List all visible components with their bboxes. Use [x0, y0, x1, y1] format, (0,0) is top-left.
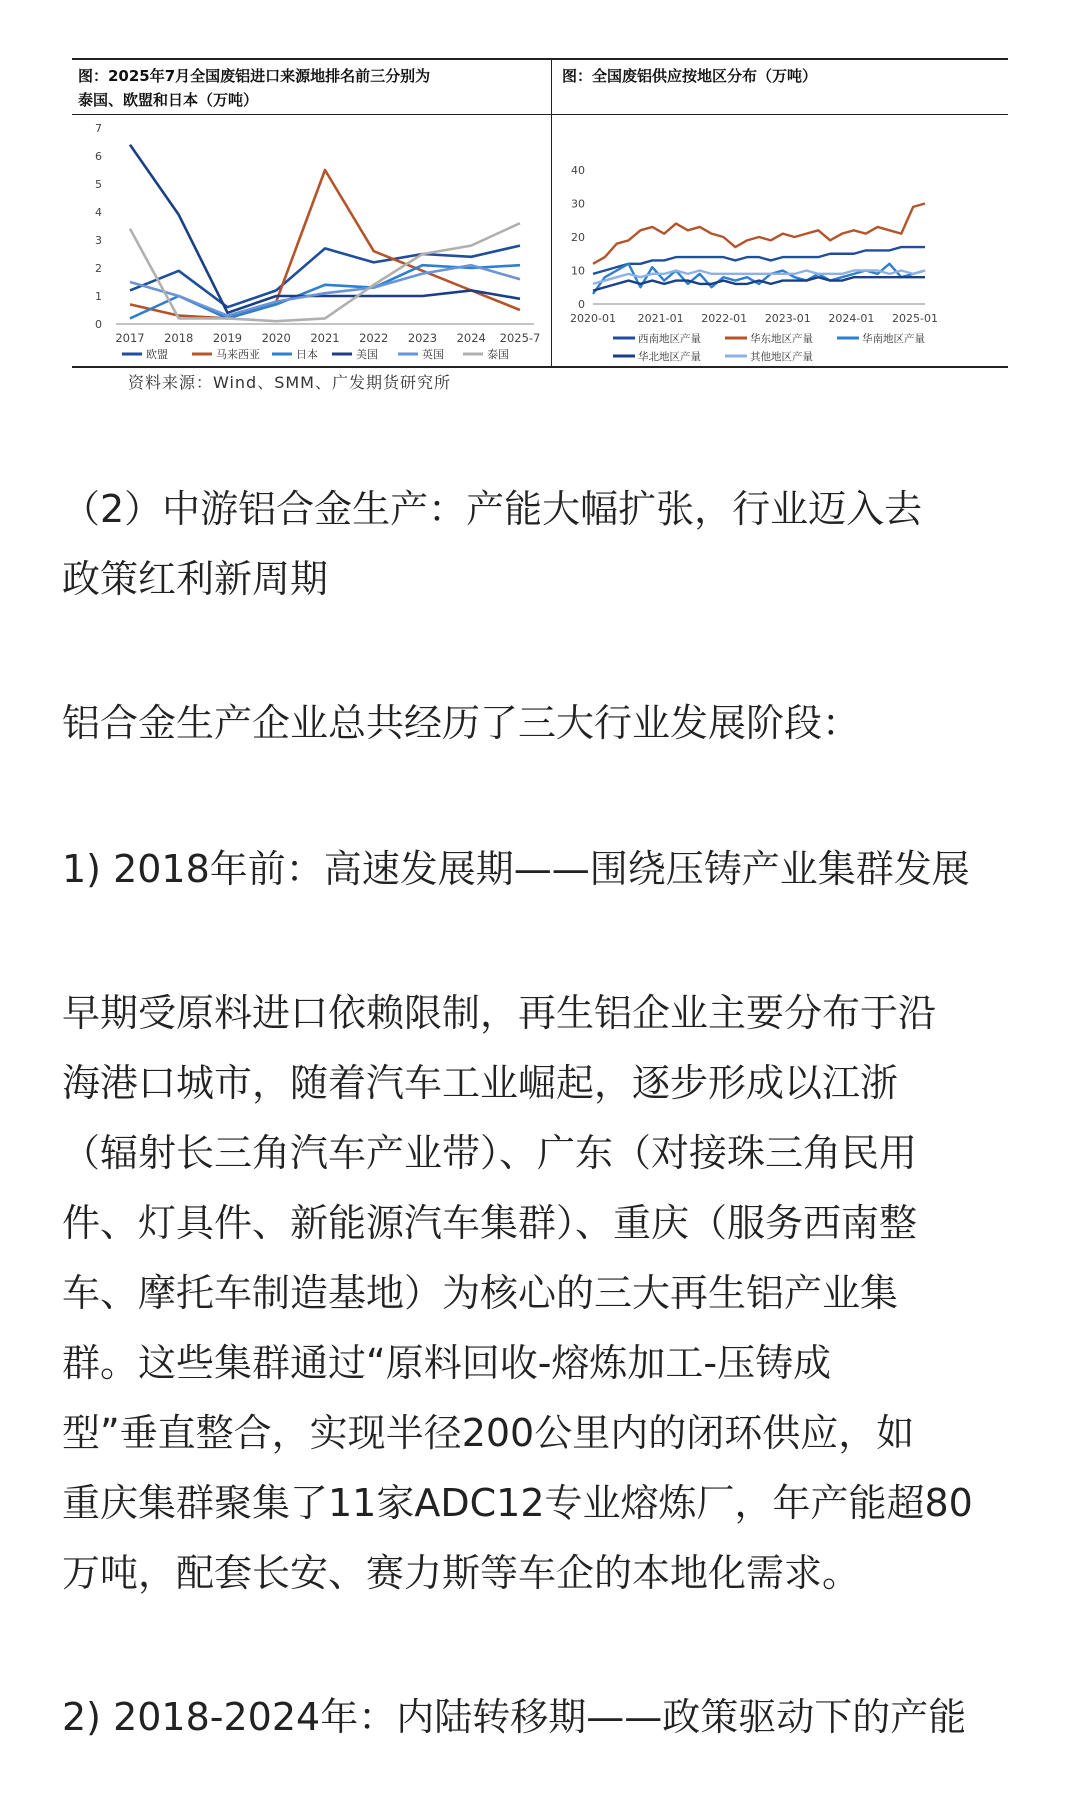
legend-label: 华南地区产量 [862, 333, 925, 345]
right-title-rule [552, 114, 1008, 115]
left-figure-title-line1: 图：2025年7月全国废铝进口来源地排名前三分别为 [78, 67, 431, 85]
y-tick-label: 1 [95, 290, 102, 303]
x-tick-label: 2025-01 [892, 312, 938, 325]
y-tick-label: 0 [95, 318, 102, 331]
series-line [130, 246, 520, 308]
y-tick-label: 40 [571, 164, 585, 177]
x-tick-label: 2024-01 [828, 312, 875, 325]
y-tick-label: 4 [95, 206, 102, 219]
stage2-heading: 2) 2018-2024年：内陆转移期——政策驱动下的产能 [62, 1695, 967, 1739]
regional-supply-line-chart [553, 116, 1007, 364]
x-tick-label: 2018 [164, 331, 194, 345]
stage1-heading: 1) 2018年前：高速发展期——围绕压铸产业集群发展 [62, 847, 970, 891]
x-tick-label: 2025-7 [499, 331, 541, 345]
legend-label: 其他地区产量 [750, 351, 813, 363]
body-line: 车、摩托车制造基地）为核心的三大再生铝产业集 [62, 1271, 899, 1315]
body-line: 海港口城市，随着汽车工业崛起，逐步形成以江浙 [62, 1061, 899, 1105]
x-tick-label: 2024 [456, 331, 486, 345]
body-line: （辐射长三角汽车产业带）、广东（对接珠三角民用 [62, 1131, 918, 1175]
y-tick-label: 20 [571, 231, 585, 244]
right-figure-title: 图：全国废铝供应按地区分布（万吨） [562, 67, 818, 85]
y-tick-label: 6 [95, 150, 102, 163]
left-title-rule [72, 114, 551, 115]
body-line: 早期受原料进口依赖限制，再生铝企业主要分布于沿 [62, 991, 937, 1035]
x-tick-label: 2021-01 [637, 312, 684, 325]
body-line: 万吨，配套长安、赛力斯等车企的本地化需求。 [62, 1551, 861, 1595]
x-tick-label: 2017 [115, 331, 145, 345]
y-tick-label: 30 [571, 197, 585, 211]
series-line [593, 264, 925, 294]
panel-divider [551, 60, 552, 366]
legend-label: 欧盟 [146, 348, 168, 361]
section-heading-line2: 政策红利新周期 [62, 557, 329, 601]
legend-label: 马来西亚 [216, 348, 260, 361]
body-line: 重庆集群聚集了11家ADC12专业熔炼厂，年产能超80 [62, 1481, 973, 1525]
legend-label: 美国 [356, 348, 378, 361]
legend-label: 华东地区产量 [750, 333, 813, 345]
legend-label: 西南地区产量 [638, 333, 701, 345]
body-line: 群。这些集群通过“原料回收-熔炼加工-压铸成 [62, 1341, 832, 1385]
x-tick-label: 2023 [407, 331, 438, 345]
x-tick-label: 2019 [212, 331, 243, 345]
x-tick-label: 2020-01 [570, 312, 616, 325]
import-source-line-chart [72, 116, 550, 364]
body-line: 型”垂直整合，实现半径200公里内的闭环供应，如 [62, 1411, 915, 1455]
legend-label: 华北地区产量 [638, 351, 701, 363]
y-tick-label: 2 [95, 262, 102, 275]
legend-label: 泰国 [487, 348, 509, 361]
legend-label: 日本 [296, 348, 318, 361]
y-tick-label: 5 [95, 178, 102, 191]
x-tick-label: 2021 [310, 331, 340, 345]
x-tick-label: 2020 [261, 331, 291, 345]
series-line [130, 223, 520, 321]
body-line: 件、灯具件、新能源汽车集群）、重庆（服务西南整 [62, 1201, 918, 1245]
legend-label: 英国 [422, 348, 444, 361]
figure-panel [72, 58, 1008, 368]
section-heading-line1: （2）中游铝合金生产：产能大幅扩张，行业迈入去 [62, 487, 923, 531]
y-tick-label: 10 [571, 264, 585, 278]
x-tick-label: 2023-01 [764, 312, 811, 325]
left-figure-title-line2: 泰国、欧盟和日本（万吨） [78, 91, 259, 109]
y-tick-label: 7 [95, 122, 102, 135]
series-line [593, 204, 925, 264]
x-tick-label: 2022-01 [701, 312, 748, 325]
x-tick-label: 2022 [359, 331, 389, 345]
left-figure-title [78, 64, 430, 112]
data-source-note: 资料来源：Wind、SMM、广发期货研究所 [128, 373, 451, 392]
y-tick-label: 0 [578, 298, 585, 311]
intro-paragraph: 铝合金生产企业总共经历了三大行业发展阶段： [62, 701, 861, 745]
y-tick-label: 3 [95, 234, 102, 247]
